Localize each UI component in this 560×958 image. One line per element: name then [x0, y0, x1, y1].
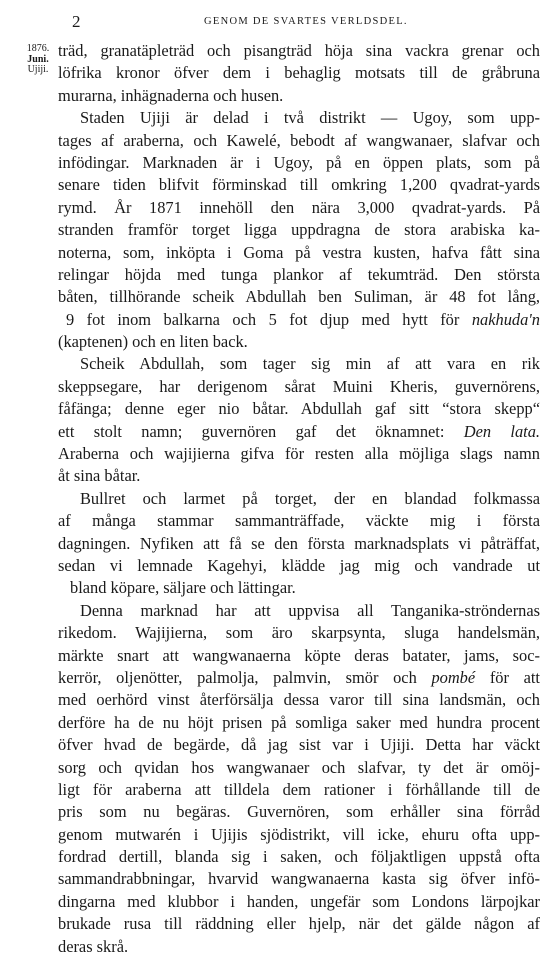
- text-line: infödingar. Marknaden är i Ugoy, på en öppen plats, som på: [58, 152, 540, 172]
- text-line: sedan vi lemnade Kagehyi, klädde jag mig och vandrade ut: [58, 555, 540, 575]
- body-text: [58, 40, 540, 958]
- margin-note-month: Juni.: [27, 53, 49, 65]
- text-line: senare tiden blifvit förminskad till omkring 1,200 qvadrat-yards: [58, 175, 540, 195]
- text-line: löfrika kronor öfver dem i behaglig motsats till de gråbruna: [58, 63, 540, 83]
- margin-note-year: 1876.: [26, 43, 50, 54]
- text-line: åt sina båtar.: [58, 466, 141, 486]
- text-line: (kaptenen) och en liten back.: [58, 332, 248, 352]
- text-line: båten, tillhörande scheik Abdullah ben Suliman, är 48 fot lång,: [58, 287, 540, 307]
- text-line: sammandrabbningar, hvarvid wangwanaerna kasta sig öfver infö-: [58, 869, 540, 889]
- text-line: stranden framför torget ligga uppdragna de stora arabiska ka-: [58, 220, 540, 240]
- text-line: sorg och qvidan hos wangwanaer och slafvar, ty det är omöj-: [58, 757, 540, 777]
- text-line: bland köpare, säljare och lättingar.: [70, 578, 296, 598]
- text-segment: ett stolt namn; guvernören gaf det öknamnet:: [58, 421, 445, 441]
- text-line: Bullret och larmet på torget, der en blandad folkmassa: [80, 488, 540, 508]
- text-line: af många stammar sammanträffade, väckte mig i första: [58, 511, 540, 531]
- text-line: ligt för araberna att tilldela dem rationer i förhållande till de: [58, 779, 540, 799]
- text-line: rikedom. Wajijierna, som äro skarpsynta, sluga handelsmän,: [58, 623, 540, 643]
- text-line: träd, granatäpleträd och pisangträd höja sina vackra grenar och: [58, 41, 540, 60]
- text-line: pris som nu begäras. Guvernören, som erhåller sina förråd: [58, 802, 540, 822]
- text-line: dingarna med klubbor i handen, ungefär som Londons lärpojkar: [58, 891, 540, 911]
- text-line: märkte snart att wangwanaerna köpte deras batater, jams, soc-: [58, 645, 540, 665]
- text-line: tages af araberna, och Kawelé, bebodt af wangwanaer, slafvar och: [58, 130, 540, 150]
- text-line: noterna, som, inköpta i Goma på vestra kusten, hafva fått sina: [58, 242, 540, 262]
- text-line: relingar höjda med tunga plankor af tekumträd. Den största: [58, 264, 540, 284]
- italic-term: pombé: [431, 667, 476, 687]
- text-line: deras skrå.: [58, 936, 129, 956]
- italic-term: nakhuda'n: [471, 309, 540, 329]
- text-line: med oerhörd vinst återförsälja dessa varor till sina landsmän, och: [58, 690, 540, 710]
- text-line: fåfänga; denne eger nio båtar. Abdullah gaf sitt “stora skepp“: [58, 399, 540, 419]
- text-segment: 9 fot inom balkarna och 5 fot djup med hytt för: [66, 309, 460, 329]
- text-line: Denna marknad har att uppvisa all Tanganika-ströndernas: [80, 600, 540, 620]
- margin-note-place: Ujiji.: [27, 64, 49, 75]
- page-header: [0, 12, 560, 32]
- text-segment: för att: [489, 667, 540, 687]
- text-line: Staden Ujiji är delad i två distrikt — Ugoy, som upp-: [80, 108, 540, 128]
- text-line: [58, 667, 540, 689]
- text-line: brukade rusa till räddning eller hjelp, när det gälde någon af: [58, 914, 540, 934]
- page-number: 2: [72, 12, 81, 31]
- text-line: [58, 421, 540, 443]
- text-line: fordrad dertill, blanda sig i saken, och följaktligen uppstå ofta: [58, 847, 540, 867]
- text-line: Araberna och wajijierna gifva för resten alla möjliga slags namn: [58, 444, 540, 464]
- margin-note: [18, 44, 58, 76]
- text-line: murarna, inhägnaderna och husen.: [58, 85, 284, 105]
- text-line: dagningen. Nyfiken att få se den första marknadsplats vi påträffat,: [58, 533, 540, 553]
- text-line: skeppsegare, har derigenom sårat Muini Kheris, guvernörens,: [58, 376, 540, 396]
- text-line: genom mutwarén i Ujijis sjödistrikt, vill icke, ehuru ofta upp-: [58, 824, 540, 844]
- running-head: GENOM DE SVARTES VERLDSDEL.: [204, 16, 408, 27]
- text-segment: kerrör, oljenötter, palmolja, palmvin, smör och: [58, 667, 417, 687]
- text-line: rymd. År 1871 innehöll den nära 3,000 qvadrat-yards. På: [58, 197, 540, 217]
- text-line: öfver hvad de begärde, då jag sist var i Ujiji. Detta har väckt: [58, 735, 540, 755]
- italic-term: Den lata.: [463, 421, 540, 441]
- text-line: Scheik Abdullah, som tager sig min af att vara en rik: [80, 354, 540, 374]
- text-line: [58, 309, 540, 331]
- text-line: derföre ha de nu höjt prisen på somliga saker med hundra procent: [58, 712, 540, 732]
